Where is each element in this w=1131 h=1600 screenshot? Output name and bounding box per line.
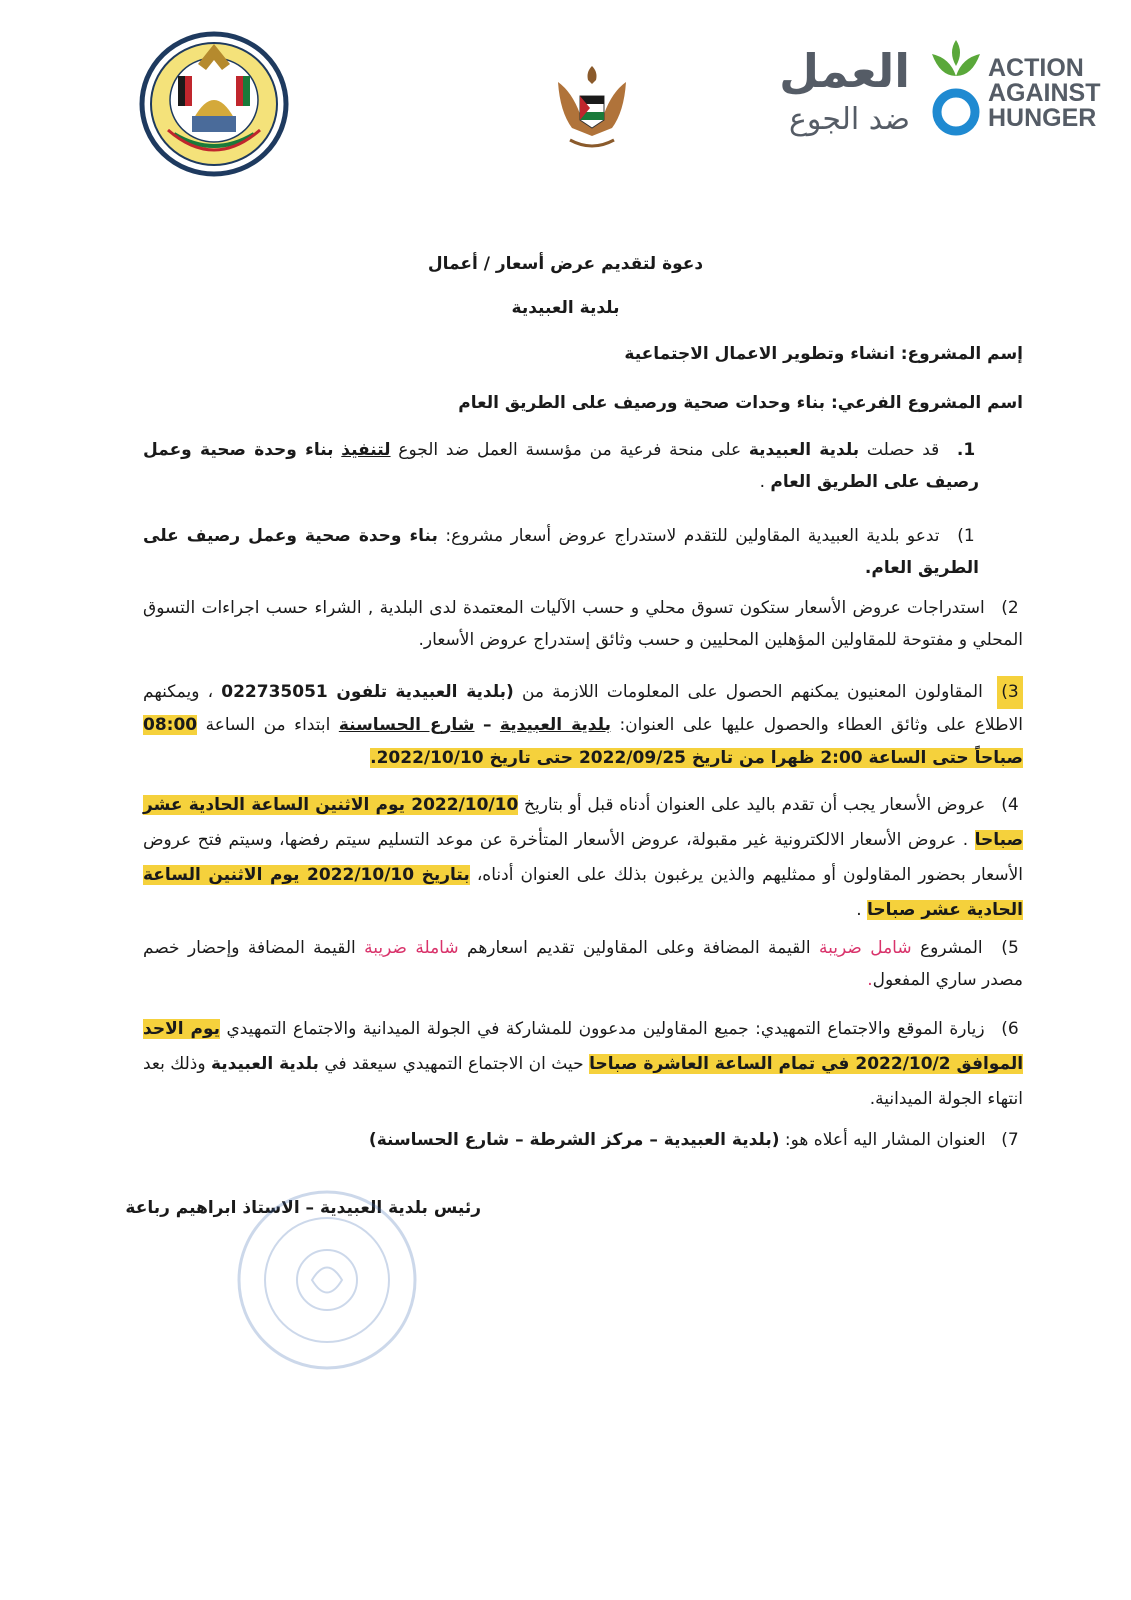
aah-arabic-line1: العمل (779, 44, 910, 98)
aah-word-action: ACTION (988, 54, 1084, 82)
item-6 (143, 1012, 1023, 1117)
subproject-name-line (458, 393, 1023, 413)
palestine-eagle-emblem (552, 62, 632, 154)
intro-text-1: قد حصلت (866, 440, 940, 460)
aah-english-name (988, 56, 1101, 131)
item-7-bold-address: (بلدية العبيدية – مركز الشرطة – شارع الحساسنة) (368, 1130, 780, 1150)
aah-word-against: AGAINST (988, 79, 1101, 107)
intro-underlined-implement: لتنفيذ (341, 440, 391, 460)
aah-arabic-line2: ضد الجوع (789, 102, 910, 137)
intro-paragraph (143, 434, 979, 498)
item-5-text-2: القيمة المضافة وعلى المقاولين تقديم اسعارهم (467, 938, 811, 958)
aah-leaf-drop-icon (928, 36, 984, 140)
item-6-number: 6) (1001, 1019, 1019, 1039)
item-4-highlight-deadline: 2022/10/10 يوم الاثنين الساعة الحادية عشر صباحا (143, 795, 1024, 850)
item-4-text-2: . عروض الأسعار الالكترونية غير مقبولة، عروض الأسعار المتأخرة عن موعد التسليم سيتم رفضها، وسيتم فتح عروض الأسعار بحضور المقاولون أو ممثليهم والذين يرغبون بذلك على العنوان أدناه، (143, 830, 1023, 885)
intro-text-3: . (759, 472, 765, 492)
item-5-text-3: القيمة المضافة وإحضار خصم مصدر ساري المفعول (143, 938, 1023, 990)
item-1-end: . (864, 558, 872, 578)
item-3-phone: تلفون 022735051 (221, 682, 388, 702)
item-4-highlight-opening: بتاريخ 2022/10/10 يوم الاثنين الساعة الحادية عشر صباحا (143, 865, 1023, 920)
item-2 (143, 592, 1023, 656)
item-3-text-3: ابتداء من الساعة (205, 715, 331, 735)
item-3-address-street: شارع الحساسنة (338, 715, 475, 735)
item-1-number: 1) (957, 526, 975, 546)
intro-bold-project: بناء وحدة صحية وعمل رصيف على الطريق العام (143, 440, 979, 492)
item-7-number: 7) (1001, 1130, 1019, 1150)
project-label: إسم المشروع: (900, 344, 1023, 364)
item-4-end: . (856, 900, 862, 920)
item-3-address-municipality: بلدية العبيدية (499, 715, 611, 735)
item-1 (143, 520, 979, 584)
item-4 (143, 788, 1023, 928)
item-5 (143, 932, 1023, 996)
item-6-text-1: زيارة الموقع والاجتماع التمهيدي: جميع المقاولين مدعوون للمشاركة في الجولة الميدانية والاجتماع التمهيدي (226, 1019, 985, 1039)
item-3-text-2: ، ويمكنهم الاطلاع على وثائق العطاء والحصول عليها على العنوان: (143, 682, 1024, 735)
item-1-text: تدعو بلدية العبيدية المقاولين للتقدم لاستدراج عروض أسعار مشروع: (445, 526, 940, 546)
subproject-value: بناء وحدات صحية ورصيف على الطريق العام (458, 393, 826, 413)
item-6-text-3: وذلك بعد انتهاء الجولة الميدانية. (143, 1054, 1023, 1109)
municipality-heading: بلدية العبيدية (511, 298, 620, 318)
item-3-dash: – (482, 715, 492, 735)
aah-word-hunger: HUNGER (988, 104, 1097, 132)
item-2-number: 2) (1001, 598, 1019, 618)
item-3 (143, 676, 1023, 775)
item-2-text: استدراجات عروض الأسعار ستكون تسوق محلي و حسب الآليات المعتمدة لدى البلدية , الشراء حسب اجراءات التسوق المحلي و مفتوحة للمقاولين المؤهلين المحليين و حسب وثائق إستدراج عروض الأسعار. (143, 598, 1023, 650)
item-5-text-1: المشروع (920, 938, 983, 958)
action-against-hunger-logo (780, 36, 1110, 146)
item-6-text-2: حيث ان الاجتماع التمهيدي سيعقد في (324, 1054, 584, 1074)
item-5-pink-end: . (867, 970, 873, 990)
item-7 (143, 1124, 1023, 1156)
item-4-text-1: عروض الأسعار يجب أن تقدم باليد على العنوان أدناه قبل أو بتاريخ (524, 795, 986, 815)
document-title: دعوة لتقديم عرض أسعار / أعمال (427, 254, 704, 274)
item-3-text-1: المقاولون المعنيون يمكنهم الحصول على المعلومات اللازمة من (521, 682, 983, 702)
project-value: انشاء وتطوير الاعمال الاجتماعية (624, 344, 895, 364)
signature-line: رئيس بلدية العبيدية – الاستاذ ابراهيم رباعة (125, 1198, 481, 1218)
intro-bold-municipality: بلدية العبيدية (748, 440, 860, 460)
item-6-bold-municipality: بلدية العبيدية (210, 1054, 319, 1074)
item-6-highlight-meeting: يوم الاحد الموافق 2022/10/2 في تمام الساعة العاشرة صباحا (143, 1019, 1024, 1074)
project-name-line (624, 344, 1023, 364)
item-5-pink-1: شامل ضريبة (819, 938, 912, 958)
item-7-text: العنوان المشار اليه أعلاه هو: (784, 1130, 986, 1150)
municipality-logo (138, 30, 290, 178)
item-3-highlight-period: 08:00 صباحاً حتى الساعة 2:00 ظهرا من تاريخ 2022/09/25 حتى تاريخ 2022/10/10. (143, 715, 1023, 768)
item-3-bold-municipality: (بلدية العبيدية (395, 682, 514, 702)
subproject-label: اسم المشروع الفرعي: (830, 393, 1023, 413)
item-1-bold-project: بناء وحدة صحية وعمل رصيف على الطريق العام (143, 526, 979, 578)
intro-number: 1. (956, 440, 976, 460)
item-3-number: 3) (997, 676, 1023, 709)
official-stamp (232, 1185, 422, 1375)
intro-text-2: على منحة فرعية من مؤسسة العمل ضد الجوع (398, 440, 742, 460)
item-5-number: 5) (1001, 938, 1019, 958)
item-4-number: 4) (1001, 795, 1019, 815)
item-5-pink-2: شاملة ضريبة (364, 938, 459, 958)
